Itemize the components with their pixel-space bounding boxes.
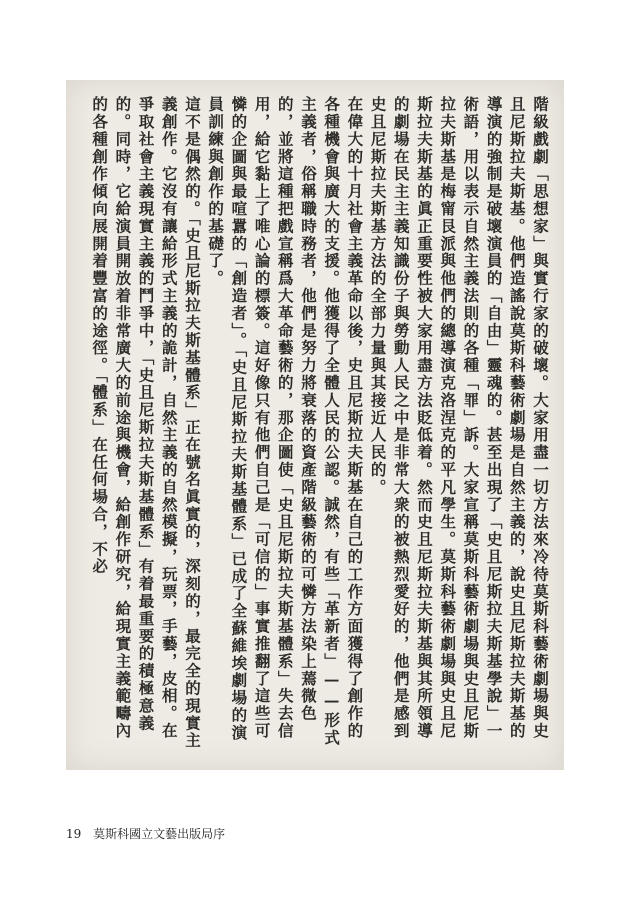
paragraph-1: 階級戲劇「思想家」與實行家的破壞。大家用盡一切方法來冷待莫斯科藝術劇場與史且尼斯拉夫斯基。他們造謠說莫斯科藝術劇場是自然主義的，說史且尼斯拉夫斯基的導演的強制是破壞演員的「自由」靈魂的。甚至出現了「史且尼斯拉夫斯基學說」一術語，用以表示自然主義法則的各種「罪」訴。大家宣稱莫斯科藝術劇場與史且尼斯拉夫斯基是梅甯艮派與他們的總導演克洛涅克的平凡學生。莫斯科藝術劇場與史且尼斯拉夫斯基的眞正重要性被大家用盡方法貶低着。然而史且尼斯拉夫斯基與其所領導的劇場在民主主義知識份子與勞動人民之中是非常大衆的被熱烈愛好的，他們是感到史且尼斯拉夫斯基方法的全部力量與其接近人民的。	[368, 96, 550, 740]
footer-title: 莫斯科國立文藝出版局序	[93, 827, 226, 841]
page-footer	[66, 825, 225, 842]
vertical-text-body	[80, 96, 552, 756]
paragraph-3: 這不是偶然的。「史且尼斯拉夫斯基體系」正在號名眞實的，深刻的，最完全的現實主義創作。它沒有讓給形式主義的詭計，自然主義的自然模擬，玩票，手藝，皮相。在爭取社會主義現實主義的鬥爭中，「史且尼斯拉夫斯基體系」有着最重要的積極意義的。同時，它給演員開放着非常廣大的前途與機會，給創作研究，給現實主義範疇內的各種創作傾向展開着豐富的途徑。「體系」在任何場合，不必	[90, 96, 202, 750]
paragraph-2: 在偉大的十月社會主義革命以後，史且尼斯拉夫斯基在自己的工作方面獲得了創作的各種機會與廣大的支援。他獲得了全體人民的公認。誠然，有些「革新者」——形式主義者，俗稱職時務者，他們是努力將衰落的資產階級藝術的可憐方法染上蔫微色的，並將這種把戲宣稱爲大革命藝術的，那企圖使「史且尼斯拉夫斯基體系」失去信用，給它黏上了唯心論的標簽。這好像只有他們自己是「可信的」事實推翻了這些可憐的企圖與最喧囂的「創造者」。「史且尼斯拉夫斯基體系」已成了全蘇維埃劇場的演員訓練與創作的基礎了。	[206, 96, 365, 747]
page-number: 19	[66, 827, 82, 841]
